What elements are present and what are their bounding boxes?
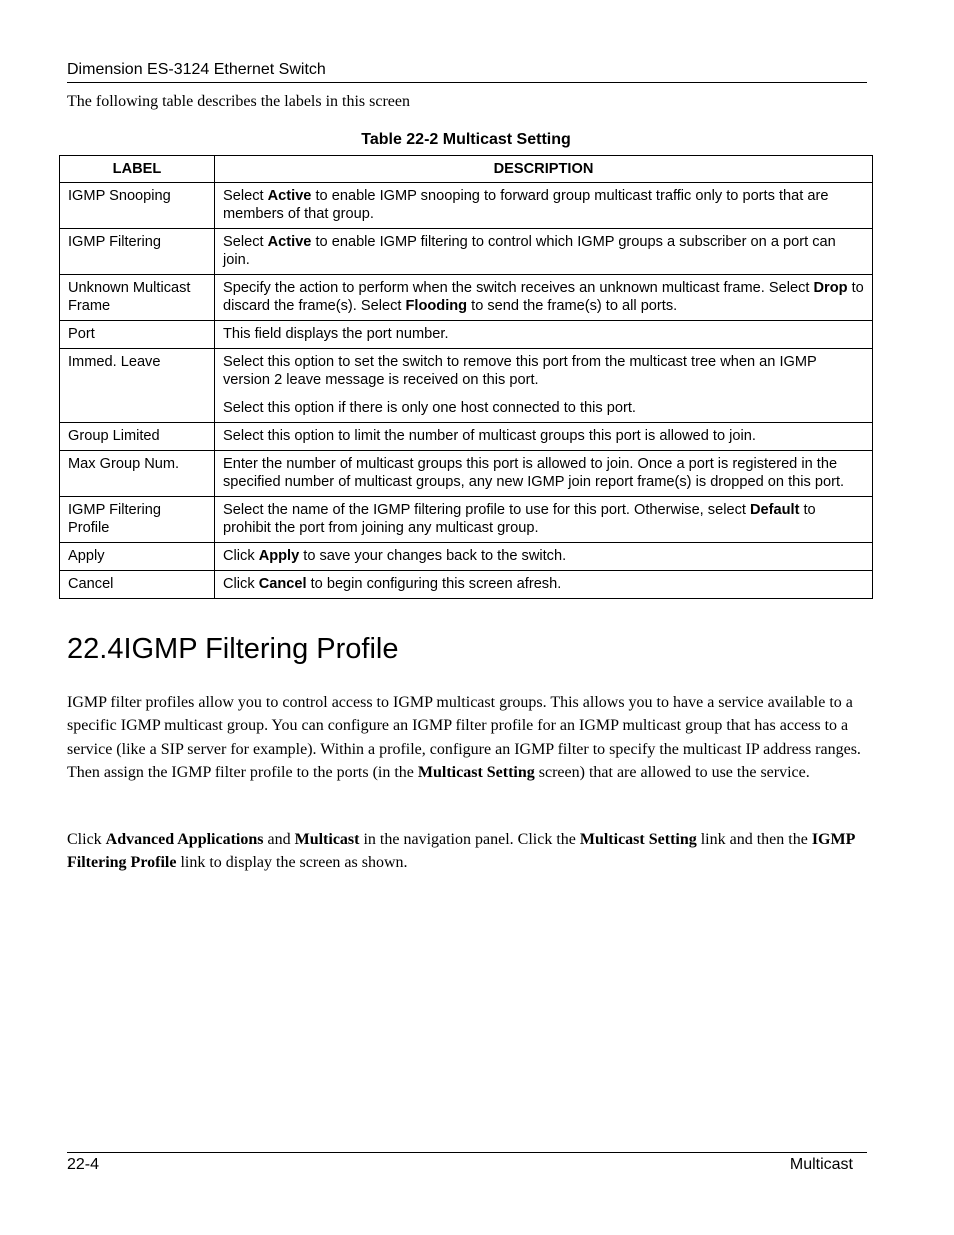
description-cell <box>215 349 873 423</box>
header-title: Dimension ES-3124 Ethernet Switch <box>67 61 326 78</box>
bold-term: IGMP Filtering Profile <box>67 831 855 872</box>
text-run: Specify the action to perform when the switch receives an unknown multicast frame. Select <box>223 280 814 296</box>
page-footer <box>67 1152 867 1175</box>
label-cell: IGMP Filtering <box>60 229 215 275</box>
label-cell: Group Limited <box>60 423 215 451</box>
description-text <box>223 279 864 315</box>
description-text <box>223 325 864 343</box>
table-body <box>60 183 873 599</box>
text-run: Click <box>223 576 259 592</box>
text-run: in the navigation panel. Click the <box>359 831 580 848</box>
table-row <box>60 349 873 423</box>
bold-term: Drop <box>813 280 848 296</box>
table-row <box>60 229 873 275</box>
text-run: link to display the screen as shown. <box>176 854 408 872</box>
column-header-label: LABEL <box>60 156 215 183</box>
table-row <box>60 183 873 229</box>
page-header <box>67 61 867 83</box>
description-cell <box>215 183 873 229</box>
bold-term: Cancel <box>258 576 307 592</box>
text-run: and <box>263 831 295 848</box>
bold-term: Flooding <box>405 298 468 314</box>
text-run: to send the frame(s) to all ports. <box>467 298 678 314</box>
text-run: Select this option if there is only one host connected to this port. <box>223 400 636 416</box>
description-text <box>223 353 864 389</box>
table-row <box>60 497 873 543</box>
text-run: Click <box>223 548 259 564</box>
bold-term: Multicast Setting <box>417 763 535 781</box>
bold-term: Multicast Setting <box>579 831 697 848</box>
label-cell: Immed. Leave <box>60 349 215 423</box>
multicast-setting-table <box>59 155 873 599</box>
text-run: Click <box>67 831 106 848</box>
table-row <box>60 451 873 497</box>
label-cell: Max Group Num. <box>60 451 215 497</box>
label-cell: IGMP Snooping <box>60 183 215 229</box>
description-cell <box>215 423 873 451</box>
table-row <box>60 543 873 571</box>
bold-term: Multicast <box>294 831 360 848</box>
text-run: to save your changes back to the switch. <box>299 548 567 564</box>
text-run: Select this option to set the switch to remove this port from the multicast tree when an IGMP version 2 leave message is received on this port. <box>223 354 817 388</box>
intro-text: The following table describes the labels in this screen <box>67 93 411 110</box>
description-cell <box>215 321 873 349</box>
text-run: IGMP filter profiles allow you to control access to IGMP multicast groups. This allows you to have a service available to a specific IGMP multicast group. You can configure an IGMP filter profile for an IGMP multicast group that has access to a service (like a SIP server for example). Within a profile, configure an IGMP filter to specify the multicast IP address ranges. Then assign the IGMP filter profile to the ports (in the <box>67 694 861 781</box>
text-run: to enable IGMP snooping to forward group multicast traffic only to ports that are members of that group. <box>223 188 829 222</box>
text-run: to discard the frame(s). Select <box>223 280 864 314</box>
text-run: Select the name of the IGMP filtering profile to use for this port. Otherwise, select <box>223 502 750 518</box>
label-cell: IGMP Filtering Profile <box>60 497 215 543</box>
description-cell <box>215 229 873 275</box>
body-paragraph-2 <box>67 828 867 875</box>
text-run: screen) that are allowed to use the service. <box>534 763 810 781</box>
description-text <box>223 575 864 593</box>
description-text <box>223 547 864 565</box>
text-run: This field displays the port number. <box>223 326 449 342</box>
description-text <box>223 455 864 491</box>
text-run: Enter the number of multicast groups this port is allowed to join. Once a port is registered in the specified number of multicast groups, any new IGMP join report frame(s) is dropped on this port. <box>223 456 845 490</box>
description-text <box>223 187 864 223</box>
text-run: to prohibit the port from joining any multicast group. <box>223 502 816 536</box>
table-row <box>60 275 873 321</box>
text-run: Select <box>223 234 268 250</box>
label-cell: Apply <box>60 543 215 571</box>
description-text <box>223 233 864 269</box>
description-cell <box>215 275 873 321</box>
description-cell <box>215 543 873 571</box>
table-header-row <box>60 156 873 183</box>
bold-term: Apply <box>258 548 300 564</box>
bold-term: Default <box>749 502 800 518</box>
description-text <box>223 501 864 537</box>
body-paragraph-1 <box>67 691 867 784</box>
description-text <box>223 427 864 445</box>
text-run: Select <box>223 188 268 204</box>
label-cell: Unknown Multicast Frame <box>60 275 215 321</box>
description-cell <box>215 571 873 599</box>
label-cell: Port <box>60 321 215 349</box>
table-row <box>60 571 873 599</box>
chapter-name: Multicast <box>789 1156 853 1173</box>
table-row <box>60 321 873 349</box>
bold-term: Advanced Applications <box>105 831 264 848</box>
page-number: 22-4 <box>67 1156 100 1173</box>
bold-term: Active <box>267 188 312 204</box>
label-cell: Cancel <box>60 571 215 599</box>
description-cell <box>215 497 873 543</box>
table-caption: Table 22-2 Multicast Setting <box>361 131 571 148</box>
text-run: to begin configuring this screen afresh. <box>306 576 562 592</box>
text-run: link and then the <box>696 831 812 848</box>
description-text <box>223 399 864 417</box>
bold-term: Active <box>267 234 312 250</box>
text-run: to enable IGMP filtering to control which IGMP groups a subscriber on a port can join. <box>223 234 836 268</box>
text-run: Select this option to limit the number of multicast groups this port is allowed to join. <box>223 428 756 444</box>
description-cell <box>215 451 873 497</box>
column-header-description: DESCRIPTION <box>215 156 873 183</box>
section-title: 22.4IGMP Filtering Profile <box>67 633 399 665</box>
table-row <box>60 423 873 451</box>
